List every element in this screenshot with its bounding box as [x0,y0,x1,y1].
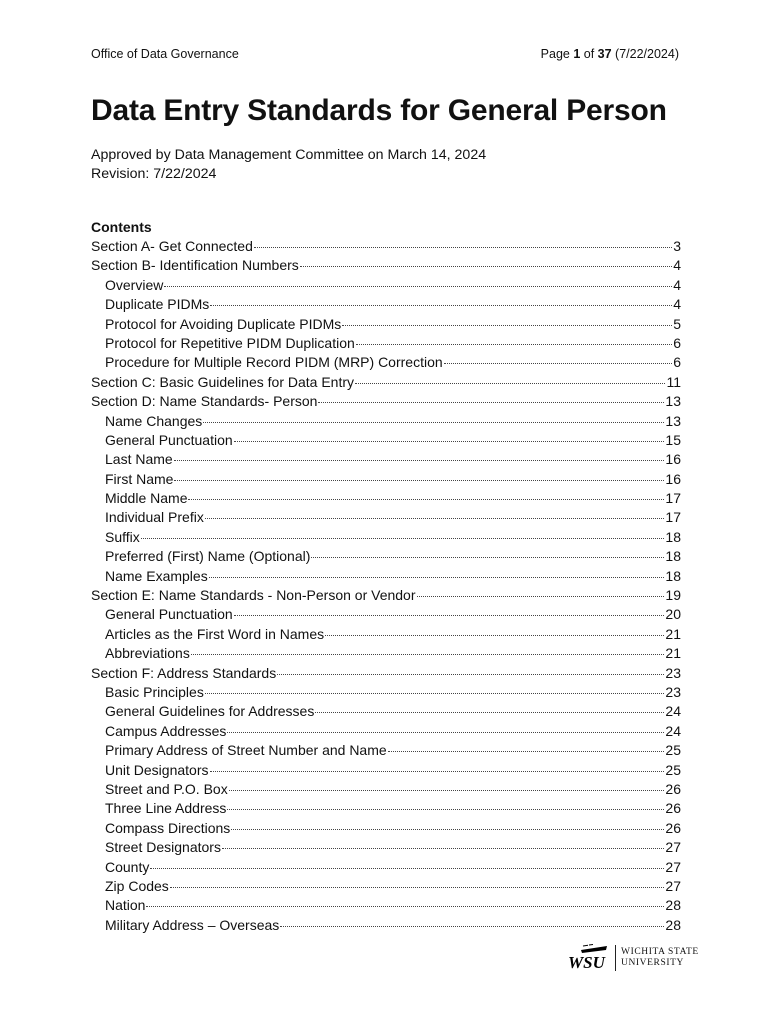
toc-entry-page: 11 [666,373,681,390]
toc-dot-leader [209,577,665,578]
toc-entry-title: Overview [105,276,164,293]
toc-dot-leader [174,460,665,461]
toc-dot-leader [280,926,664,927]
toc-entry-title: Name Changes [105,412,203,429]
logo-divider [615,945,616,971]
toc-dot-leader [141,538,665,539]
toc-entry[interactable] [91,470,681,489]
toc-entry[interactable] [91,896,681,915]
toc-entry-title: Name Examples [105,567,208,584]
page-date: (7/22/2024) [611,47,679,61]
toc-entry-page: 18 [665,528,681,545]
toc-dot-leader [170,887,665,888]
logo-line-2: UNIVERSITY [621,958,684,968]
toc-entry-page: 13 [665,393,681,410]
toc-entry-title: General Punctuation [105,431,233,448]
document-title: Data Entry Standards for General Person [91,94,667,127]
toc-entry-page: 24 [665,703,681,720]
toc-entry-title: Last Name [105,451,173,468]
toc-dot-leader [388,751,665,752]
toc-entry[interactable] [91,334,681,353]
toc-entry[interactable] [91,392,681,411]
toc-entry[interactable] [91,722,681,741]
logo-wordmark [621,947,699,969]
toc-entry-page: 17 [665,509,681,526]
toc-entry[interactable] [91,431,681,450]
toc-entry-page: 5 [673,315,681,332]
toc-entry[interactable] [91,353,681,372]
toc-entry[interactable] [91,799,681,818]
toc-entry[interactable] [91,489,681,508]
toc-dot-leader [318,402,664,403]
document-meta [91,146,486,184]
toc-entry-page: 16 [665,451,681,468]
toc-dot-leader [342,325,672,326]
toc-entry-page: 26 [665,819,681,836]
toc-entry[interactable] [91,450,681,469]
toc-entry-page: 25 [665,761,681,778]
toc-entry-page: 6 [673,334,681,351]
toc-dot-leader [254,247,672,248]
toc-entry-title: Street Designators [105,839,221,856]
logo-mark-text: WSU [568,953,605,972]
toc-entry-page: 28 [665,897,681,914]
approval-line: Approved by Data Management Committee on March 14, 2024 [91,147,487,163]
toc-dot-leader [222,848,664,849]
toc-dot-leader [203,422,664,423]
toc-dot-leader [234,615,665,616]
toc-entry-title: Abbreviations [105,645,190,662]
toc-entry-title: Preferred (First) Name (Optional) [105,548,311,565]
toc-entry-title: Duplicate PIDMs [105,296,210,313]
toc-entry[interactable] [91,819,681,838]
toc-dot-leader [355,383,665,384]
toc-entry-page: 18 [665,567,681,584]
logo-line-1: WICHITA STATE [621,947,699,957]
toc-list [91,237,681,935]
toc-entry-page: 21 [665,645,681,662]
toc-entry[interactable] [91,664,681,683]
toc-entry-title: Primary Address of Street Number and Name [105,742,387,759]
toc-entry[interactable] [91,295,681,314]
toc-entry-title: Section F: Address Standards [91,664,277,681]
toc-entry-title: Middle Name [105,490,188,507]
university-logo [567,944,699,972]
toc-entry[interactable] [91,256,681,275]
toc-entry[interactable] [91,838,681,857]
toc-entry-page: 19 [665,587,681,604]
toc-entry-page: 16 [665,470,681,487]
toc-entry-title: General Guidelines for Addresses [105,703,315,720]
toc-entry[interactable] [91,916,681,935]
toc-dot-leader [277,674,664,675]
toc-entry-page: 26 [665,780,681,797]
toc-entry[interactable] [91,683,681,702]
toc-entry[interactable] [91,373,681,392]
page-indicator: Page 1 of 37 (7/22/2024) [540,47,679,61]
toc-entry-page: 24 [665,722,681,739]
toc-entry-title: General Punctuation [105,606,233,623]
toc-entry-page: 3 [673,238,681,254]
toc-entry-page: 26 [665,800,681,817]
toc-dot-leader [229,790,665,791]
toc-entry[interactable] [91,605,681,624]
table-of-contents [91,218,681,935]
revision-line: Revision: 7/22/2024 [91,166,217,182]
toc-entry[interactable] [91,508,681,527]
toc-entry-page: 23 [665,664,681,681]
toc-dot-leader [205,518,665,519]
toc-entry[interactable] [91,528,681,547]
toc-entry-title: Street and P.O. Box [105,780,228,797]
toc-dot-leader [205,693,665,694]
toc-dot-leader [231,829,664,830]
toc-dot-leader [146,906,664,907]
toc-entry-title: First Name [105,470,174,487]
toc-dot-leader [300,266,672,267]
toc-entry-title: Individual Prefix [105,509,204,526]
toc-entry-title: Suffix [105,528,140,545]
toc-entry-title: Military Address – Overseas [105,916,280,933]
toc-entry-title: Basic Principles [105,683,204,700]
toc-dot-leader [227,732,664,733]
toc-entry-title: Zip Codes [105,877,169,894]
toc-entry-page: 17 [665,490,681,507]
toc-entry-title: Nation [105,897,146,914]
toc-dot-leader [311,557,664,558]
toc-entry-page: 13 [665,412,681,429]
toc-heading: Contents [91,219,152,235]
toc-entry-title: Section D: Name Standards- Person [91,393,318,410]
toc-entry-title: Articles as the First Word in Names [105,625,325,642]
toc-dot-leader [444,363,673,364]
toc-entry-title: Campus Addresses [105,722,227,739]
toc-entry[interactable] [91,877,681,896]
toc-entry[interactable] [91,412,681,431]
office-name: Office of Data Governance [91,47,239,61]
toc-entry-page: 27 [665,858,681,875]
toc-entry-title: Section B- Identification Numbers [91,257,299,274]
toc-entry-page: 23 [665,683,681,700]
toc-entry-page: 28 [665,916,681,933]
toc-entry-title: Section C: Basic Guidelines for Data Entry [91,373,355,390]
toc-entry[interactable] [91,625,681,644]
toc-entry[interactable] [91,780,681,799]
toc-entry-page: 4 [673,296,681,313]
toc-entry-page: 6 [673,354,681,371]
toc-dot-leader [234,441,665,442]
toc-entry-page: 18 [665,548,681,565]
toc-entry-page: 15 [665,431,681,448]
wsu-shocker-logo-icon [567,944,611,972]
toc-entry-title: Section E: Name Standards - Non-Person or Vendor [91,587,416,604]
toc-entry[interactable] [91,858,681,877]
toc-entry-title: Compass Directions [105,819,231,836]
page-header [91,46,679,62]
toc-entry-title: Protocol for Repetitive PIDM Duplication [105,334,355,351]
toc-entry[interactable] [91,315,681,334]
toc-entry-title: Three Line Address [105,800,227,817]
toc-entry-title: County [105,858,150,875]
toc-entry[interactable] [91,586,681,605]
toc-entry[interactable] [91,547,681,566]
toc-entry-title: Section A- Get Connected [91,238,253,254]
toc-entry[interactable] [91,761,681,780]
toc-entry[interactable] [91,567,681,586]
toc-dot-leader [417,596,665,597]
toc-entry[interactable] [91,741,681,760]
toc-entry-page: 27 [665,877,681,894]
toc-entry-page: 21 [665,625,681,642]
toc-entry-page: 27 [665,839,681,856]
page-current: 1 [573,47,581,61]
toc-dot-leader [315,712,664,713]
toc-dot-leader [164,286,672,287]
toc-entry-page: 4 [673,257,681,274]
toc-dot-leader [210,305,672,306]
toc-dot-leader [191,654,665,655]
toc-dot-leader [325,635,664,636]
page-total: 37 [597,47,612,61]
toc-entry[interactable] [91,702,681,721]
toc-dot-leader [188,499,664,500]
toc-dot-leader [174,480,664,481]
toc-entry-page: 25 [665,742,681,759]
toc-entry-page: 20 [665,606,681,623]
toc-dot-leader [210,771,665,772]
toc-entry-title: Procedure for Multiple Record PIDM (MRP) Correction [105,354,443,371]
toc-entry[interactable] [91,276,681,295]
toc-dot-leader [150,868,664,869]
toc-entry-title: Protocol for Avoiding Duplicate PIDMs [105,315,342,332]
toc-dot-leader [356,344,672,345]
toc-entry-page: 4 [673,276,681,293]
toc-entry-title: Unit Designators [105,761,209,778]
toc-dot-leader [227,809,664,810]
toc-entry[interactable] [91,644,681,663]
toc-entry[interactable] [91,237,681,256]
